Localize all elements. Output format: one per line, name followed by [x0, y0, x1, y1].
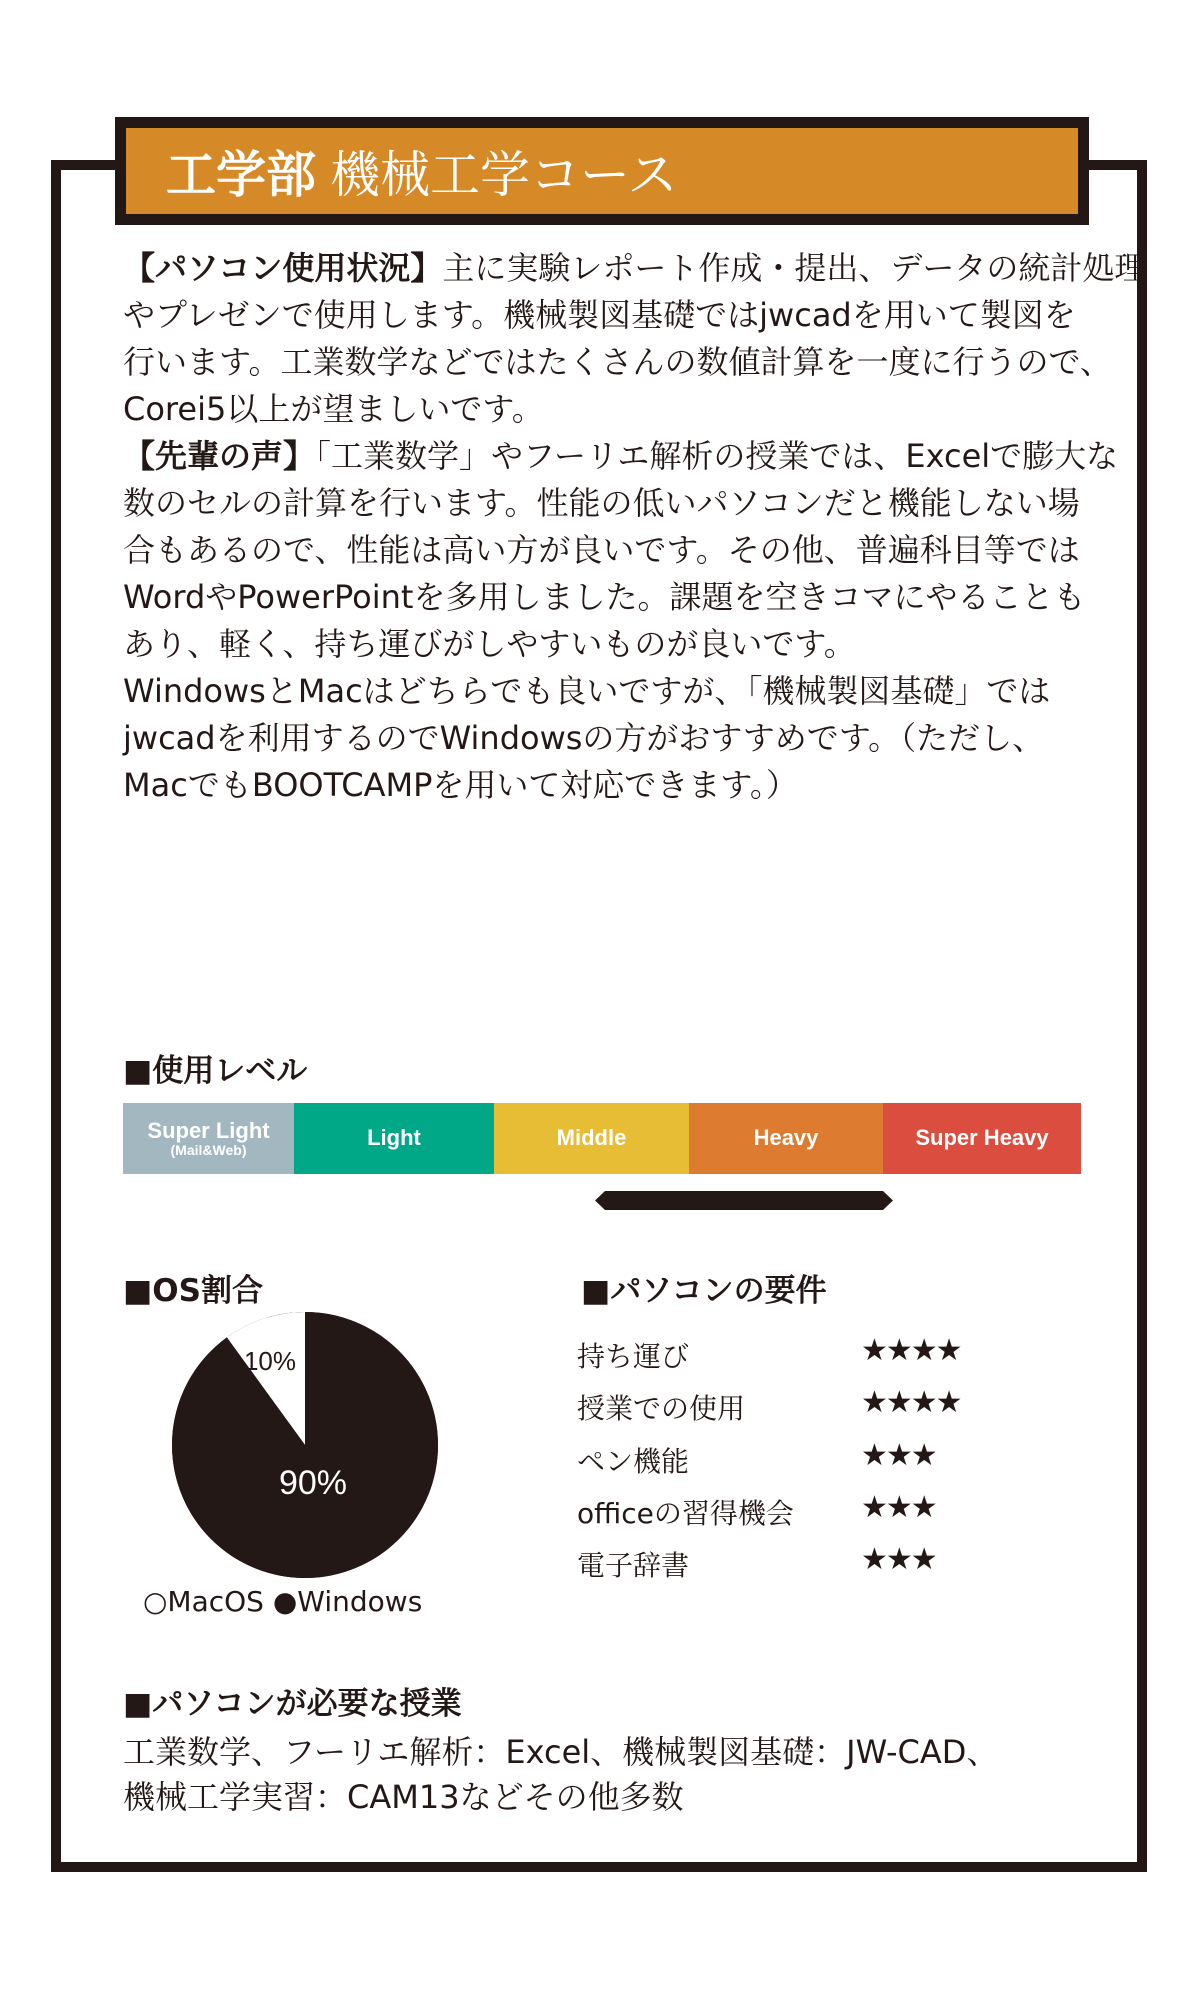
level-heavy	[689, 1103, 883, 1174]
requirement-label: ペン機能	[577, 1444, 690, 1478]
star-rating: ★★★★	[861, 1385, 961, 1421]
requirements-heading: ■パソコンの要件	[581, 1273, 827, 1309]
pie-label-macos: 10%	[243, 1346, 297, 1376]
level-label: Light	[367, 1125, 421, 1151]
legend-windows: ●Windows	[272, 1585, 423, 1618]
level-sublabel: (Mail&Web)	[170, 1141, 247, 1158]
requirement-label: 授業での使用	[577, 1392, 746, 1426]
star-rating: ★★★	[861, 1437, 936, 1473]
senior-text: 「工業数学」やフーリエ解析の授業では、Excelで膨大な 数のセルの計算を行います。性能の低いパソコンだと機能しない場 合もあるので、性能は高い方が良いです。その他、普遍科目等では WordやPowerPointを多用しました。課題を空きコマにやることも あり、軽く、持ち運びがしやすいものが良いです。 WindowsとMacはどちらでも良いですが、「機械製図基礎」では jwcadを利用するのでWindowsの方がおすすめです。（ただし、 MacでもBOOTCAMPを用いて対応できます。）	[123, 437, 1119, 804]
pie-slice-windows	[172, 1312, 438, 1578]
description	[123, 245, 1146, 809]
star-rating: ★★★	[861, 1542, 936, 1578]
star-rating: ★★★	[861, 1489, 936, 1525]
level-label: Heavy	[753, 1125, 819, 1151]
usage-level-heading: ■使用レベル	[123, 1053, 308, 1089]
usage-label: 【パソコン使用状況】	[123, 249, 443, 287]
level-label: Super Heavy	[915, 1125, 1049, 1151]
pie-label-windows: 90%	[278, 1464, 348, 1502]
course-title-banner	[115, 117, 1089, 225]
requirement-label: 電子辞書	[577, 1549, 690, 1583]
star-rating: ★★★★	[861, 1333, 961, 1368]
level-label: Super Light	[147, 1117, 270, 1143]
usage-text: 主に実験レポート作成・提出、データの統計処理 やプレゼンで使用します。機械製図基礎ではjwcadを用いて製図を 行います。工業数学などではたくさんの数値計算を一度に行うので、 Corei5以上が望ましいです。	[123, 249, 1147, 428]
faculty-name: 工学部	[166, 146, 316, 204]
os-heading: ■OS割合	[123, 1273, 263, 1309]
requirement-label: officeの習得機会	[577, 1496, 794, 1530]
classes-text: 工業数学、フーリエ解析：Excel、機械製図基礎：JW-CAD、 機械工学実習：CAM13などその他多数	[123, 1733, 999, 1816]
legend-macos: ○MacOS	[143, 1585, 264, 1618]
pie-legend	[143, 1585, 422, 1618]
level-light	[294, 1103, 494, 1174]
senior-label: 【先輩の声】	[123, 437, 316, 475]
level-middle	[494, 1103, 689, 1174]
classes-heading: ■パソコンが必要な授業	[123, 1686, 462, 1722]
requirement-label: 持ち運び	[577, 1340, 690, 1373]
course-name: 機械工学コース	[330, 146, 678, 204]
os-pie-chart	[160, 1300, 450, 1590]
level-super-light	[123, 1103, 294, 1174]
usage-level-bar	[123, 1103, 1081, 1174]
level-super-heavy	[883, 1103, 1081, 1174]
level-label: Middle	[556, 1125, 627, 1151]
level-range-indicator	[595, 1191, 893, 1210]
